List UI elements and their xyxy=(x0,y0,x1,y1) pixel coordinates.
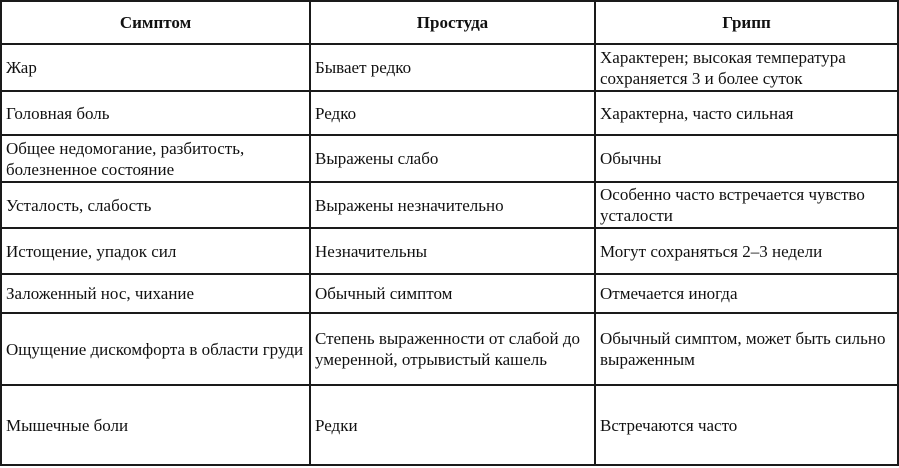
cell-flu: Характерен; высокая температура сохраняется 3 и более суток xyxy=(595,44,898,91)
table-row xyxy=(1,135,898,182)
cell-flu: Особенно часто встречается чувство усталости xyxy=(595,182,898,228)
cell-symptom: Мышечные боли xyxy=(1,385,310,465)
cell-symptom: Ощущение дискомфорта в области груди xyxy=(1,313,310,385)
cell-cold: Обычный симптом xyxy=(310,274,595,313)
header-cold: Простуда xyxy=(310,1,595,44)
cell-symptom: Усталость, слабость xyxy=(1,182,310,228)
table-row xyxy=(1,91,898,135)
cell-cold: Выражены слабо xyxy=(310,135,595,182)
table-row xyxy=(1,44,898,91)
header-symptom: Симптом xyxy=(1,1,310,44)
table-row xyxy=(1,228,898,274)
cell-symptom: Жар xyxy=(1,44,310,91)
cell-symptom: Головная боль xyxy=(1,91,310,135)
cell-symptom: Общее недомогание, разбитость, болезненное состояние xyxy=(1,135,310,182)
cell-flu: Характерна, часто сильная xyxy=(595,91,898,135)
cell-cold: Редко xyxy=(310,91,595,135)
cell-symptom: Заложенный нос, чихание xyxy=(1,274,310,313)
table-row xyxy=(1,385,898,465)
table-row xyxy=(1,182,898,228)
cell-symptom: Истощение, упадок сил xyxy=(1,228,310,274)
header-flu: Грипп xyxy=(595,1,898,44)
cell-cold: Незначительны xyxy=(310,228,595,274)
cell-flu: Обычны xyxy=(595,135,898,182)
table-row xyxy=(1,313,898,385)
cell-flu: Отмечается иногда xyxy=(595,274,898,313)
cell-flu: Встречаются часто xyxy=(595,385,898,465)
table-row xyxy=(1,274,898,313)
cell-cold: Бывает редко xyxy=(310,44,595,91)
cell-flu: Могут сохраняться 2–3 недели xyxy=(595,228,898,274)
cell-cold: Степень выраженности от слабой до умеренной, отрывистый кашель xyxy=(310,313,595,385)
cell-flu: Обычный симптом, может быть сильно выраженным xyxy=(595,313,898,385)
cell-cold: Редки xyxy=(310,385,595,465)
table-header-row xyxy=(1,1,898,44)
cell-cold: Выражены незначительно xyxy=(310,182,595,228)
